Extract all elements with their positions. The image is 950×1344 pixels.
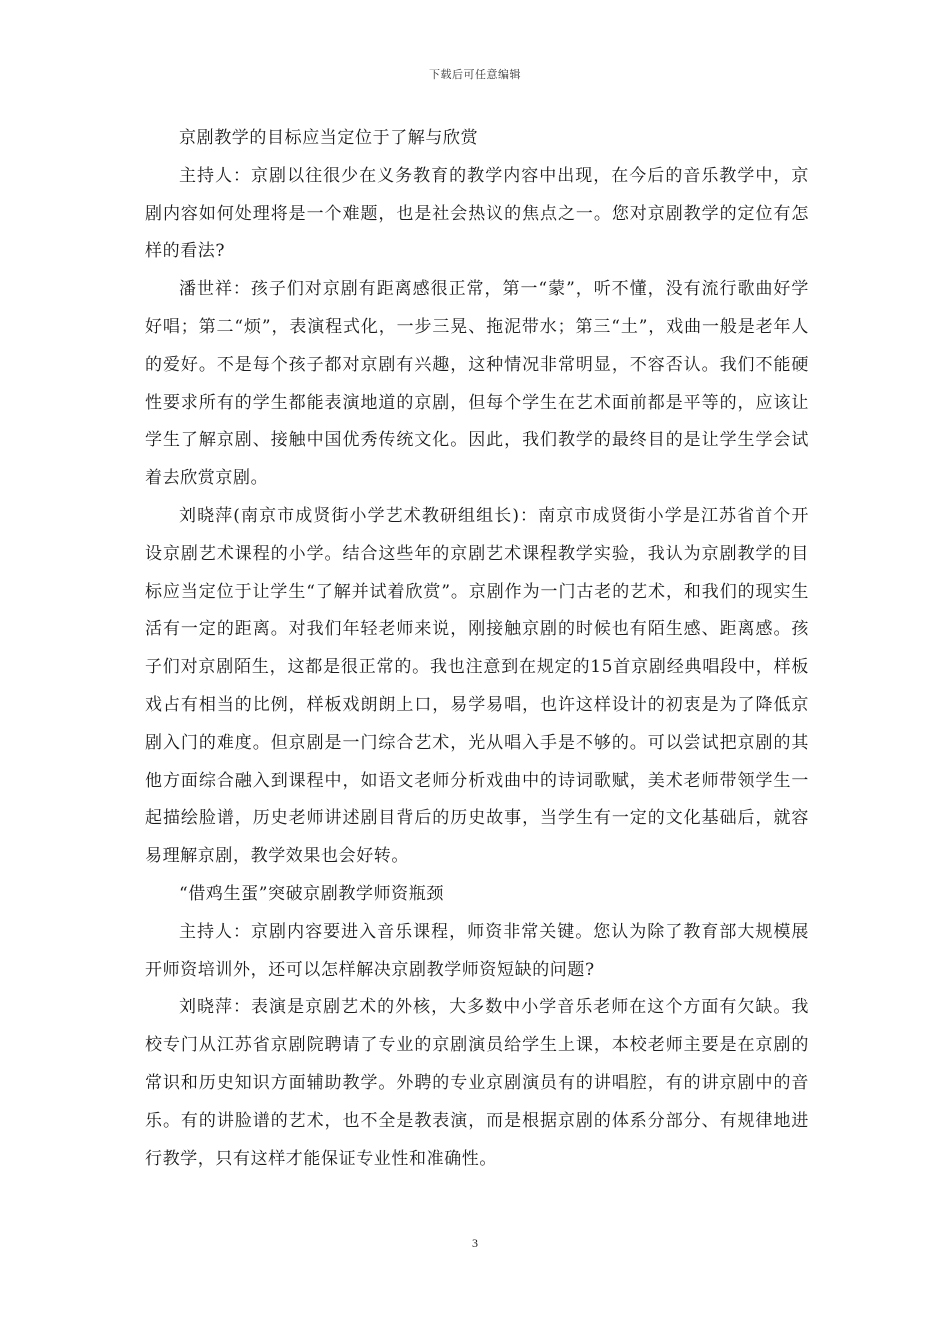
section-heading: “借鸡生蛋”突破京剧教学师资瓶颈 — [179, 883, 444, 904]
paragraph: 刘晓萍(南京市成贤街小学艺术教研组组长)：南京市成贤街小学是江苏省首个开设京剧艺术课程的小学。结合这些年的京剧艺术课程教学实验，我认为京剧教学的目标应当定位于让学生“了解并试着欣赏”。京剧作为一门古老的艺术，和我们的现实生活有一定的距离。对我们年轻老师来说，刚接触京剧的时候也有陌生感、距离感。孩子们对京剧陌生，这都是很正常的。我也注意到在规定的15首京剧经典唱段中，样板戏占有相当的比例，样板戏朗朗上口，易学易唱，也许这样设计的初衷是为了降低京剧入门的难度。但京剧是一门综合艺术，光从唱入手是不够的。可以尝试把京剧的其他方面综合融入到课程中，如语文老师分析戏曲中的诗词歌赋，美术老师带领学生一起描绘脸谱，历史老师讲述剧目背后的历史故事，当学生有一定的文化基础后，就容易理解京剧，教学效果也会好转。 — [145, 505, 809, 867]
header-note: 下载后可任意编辑 — [429, 68, 521, 81]
paragraph: 主持人：京剧以往很少在义务教育的教学内容中出现，在今后的音乐教学中，京剧内容如何处理将是一个难题，也是社会热议的焦点之一。您对京剧教学的定位有怎样的看法? — [145, 165, 809, 262]
section-heading: 京剧教学的目标应当定位于了解与欣赏 — [179, 128, 479, 148]
paragraph: 主持人：京剧内容要进入音乐课程，师资非常关键。您认为除了教育部大规模展开师资培训外，还可以怎样解决京剧教学师资短缺的问题? — [145, 921, 809, 980]
paragraph: 刘晓萍：表演是京剧艺术的外核，大多数中小学音乐老师在这个方面有欠缺。我校专门从江苏省京剧院聘请了专业的京剧演员给学生上课，本校老师主要是在京剧的常识和历史知识方面辅助教学。外聘的专业京剧演员有的讲唱腔，有的讲京剧中的音乐。有的讲脸谱的艺术，也不全是教表演，而是根据京剧的体系分部分、有规律地进行教学，只有这样才能保证专业性和准确性。 — [145, 997, 809, 1169]
document-body — [145, 120, 809, 1178]
paragraph: 潘世祥：孩子们对京剧有距离感很正常，第一“蒙”，听不懂，没有流行歌曲好学好唱；第二“烦”，表演程式化，一步三晃、拖泥带水；第三“土”，戏曲一般是老年人的爱好。不是每个孩子都对京剧有兴趣，这种情况非常明显，不容否认。我们不能硬性要求所有的学生都能表演地道的京剧，但每个学生在艺术面前都是平等的，应该让学生了解京剧、接触中国优秀传统文化。因此，我们教学的最终目的是让学生学会试着去欣赏京剧。 — [145, 279, 809, 489]
page-number: 3 — [472, 1236, 478, 1250]
